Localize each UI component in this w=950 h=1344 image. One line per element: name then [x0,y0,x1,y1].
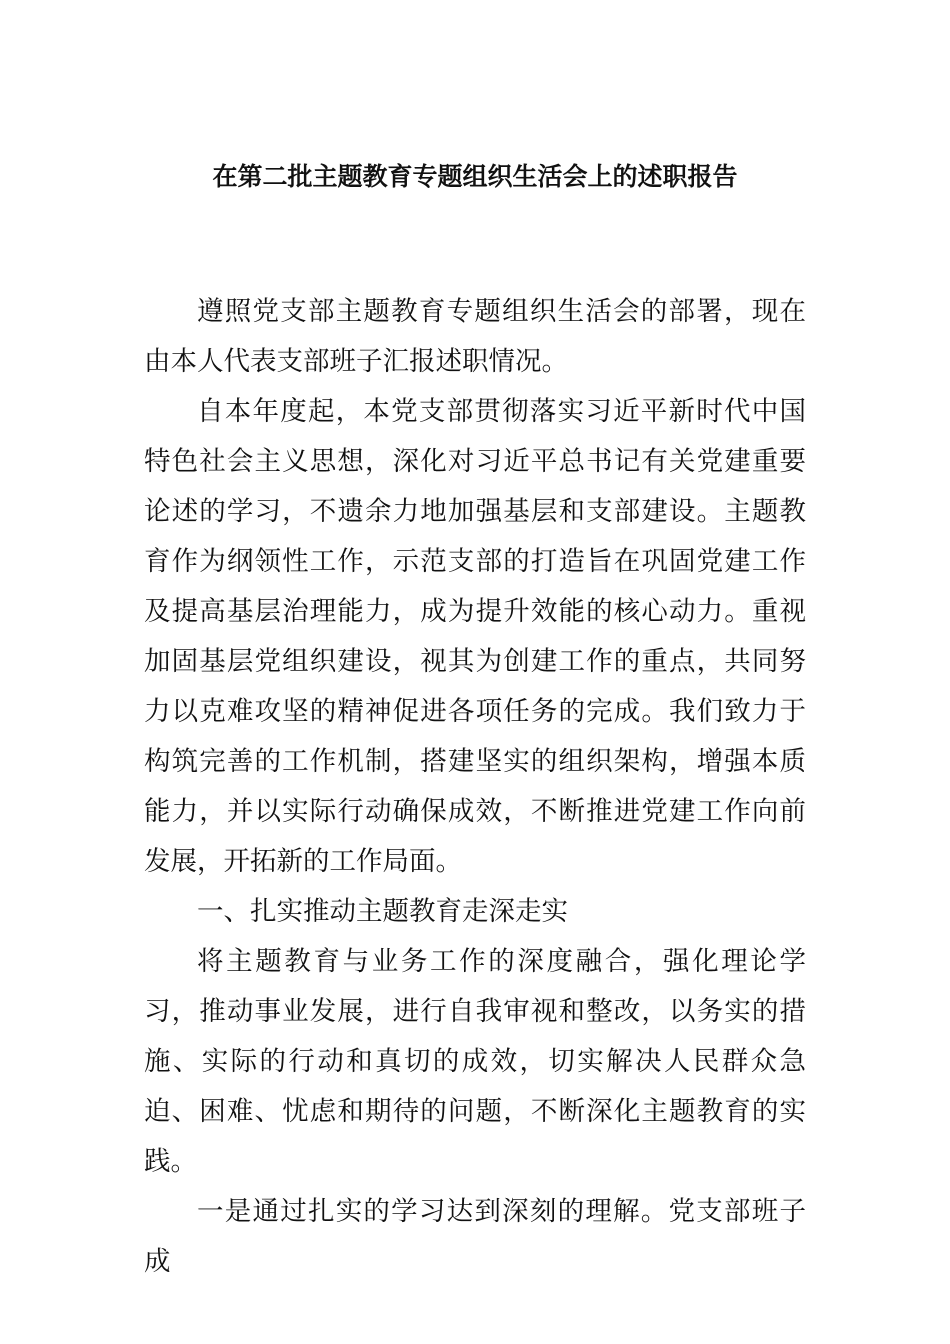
document-body [144,287,806,1287]
paragraph-intro: 遵照党支部主题教育专题组织生活会的部署，现在由本人代表支部班子汇报述职情况。 [144,296,806,377]
paragraph-overview: 自本年度起，本党支部贯彻落实习近平新时代中国特色社会主义思想，深化对习近平总书记有关党建重要论述的学习，不遗余力地加强基层和支部建设。主题教育作为纲领性工作，示范支部的打造旨在巩固党建工作及提高基层治理能力，成为提升效能的核心动力。重视加固基层党组织建设，视其为创建工作的重点，共同努力以克难攻坚的精神促进各项任务的完成。我们致力于构筑完善的工作机制，搭建坚实的组织架构，增强本质能力，并以实际行动确保成效，不断推进党建工作向前发展，开拓新的工作局面。 [144,396,806,877]
document-title: 在第二批主题教育专题组织生活会上的述职报告 [212,162,738,191]
section-heading-1: 一、扎实推动主题教育走深走实 [197,896,568,927]
paragraph-section-1: 将主题教育与业务工作的深度融合，强化理论学习，推动事业发展，进行自我审视和整改，以务实的措施、实际的行动和真切的成效，切实解决人民群众急迫、困难、忧虑和期待的问题，不断深化主题教育的实践。 [144,946,806,1177]
paragraph-point-1: 一是通过扎实的学习达到深刻的理解。党支部班子成 [144,1196,806,1277]
